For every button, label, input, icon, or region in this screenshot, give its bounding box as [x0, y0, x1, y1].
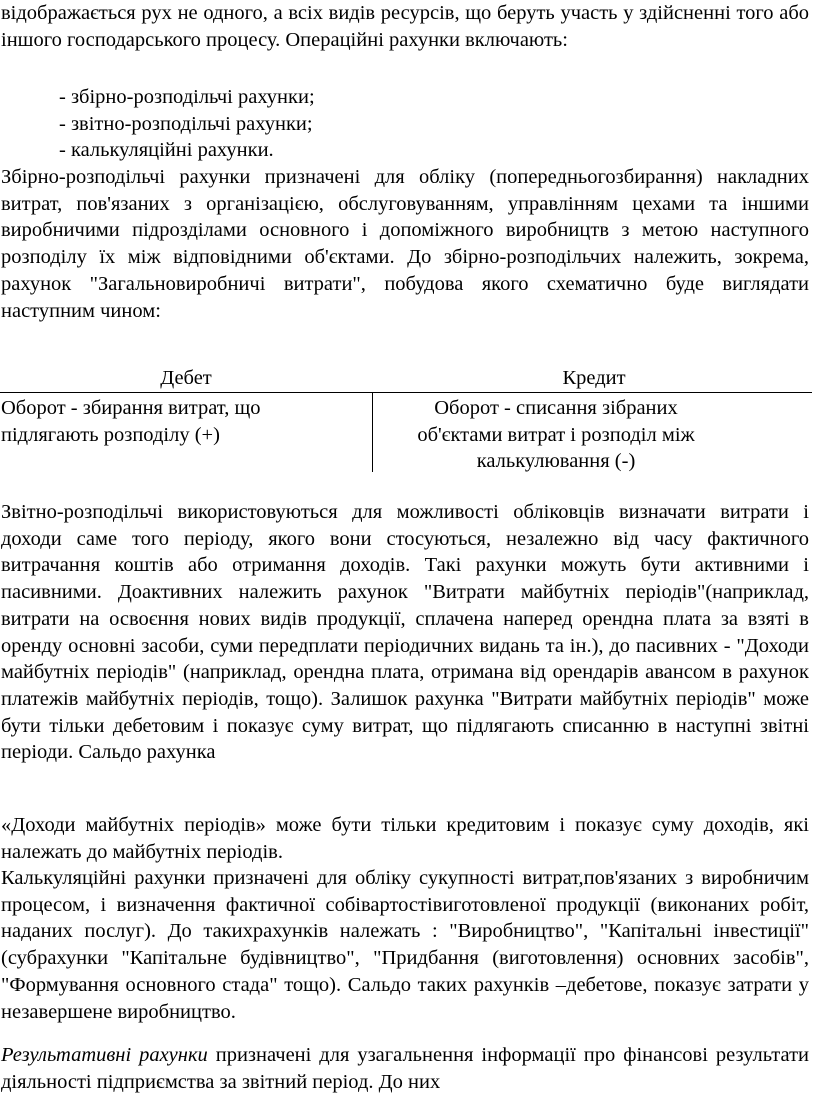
- report-distribute-paragraph-2: «Доходи майбутніх періодів» може бути тільки кредитовим і показує суму доходів, які належать до майбутніх періодів.: [1, 814, 809, 863]
- collect-distribute-paragraph: Збірно-розподільчі рахунки призначені для обліку (попередньогозбирання) накладних витрат, пов'язаних з організацією, обслуговуванням, управлінням цехами та іншими виробничими підрозділами основного і допоміжного виробництв з метою наступного розподілу їх між відповідними об'єктами. До збірно-розподільчих належить, зокрема, рахунок "Загальновиробничі витрати", побудова якого схематично буде виглядати наступним чином:: [1, 166, 809, 322]
- list-item: - звітно-розподільчі рахунки;: [59, 112, 313, 135]
- result-term: Результативні рахунки: [1, 1044, 208, 1066]
- debit-header: Дебет: [160, 367, 212, 389]
- costing-paragraph: Калькуляційні рахунки призначені для обліку сукупності витрат,пов'язаних з виробничим процесом, і визначення фактичної собівартостівиготовленої продукції (виконаних робіт, наданих послуг). До такихрахунків належать : "Виробництво", "Капітальні інвестиції" (субрахунки "Капітальне будівництво", "Придбання (виготовлення) основних засобів", "Формування основного стада" тощо). Сальдо таких рахунків –дебетове, показує затрати у незавершене виробництво.: [1, 867, 809, 1023]
- credit-header: Кредит: [562, 367, 626, 389]
- credit-line: калькулювання (-): [476, 450, 636, 473]
- result-text: призначені для узагальнення інформації про фінансові результати діяльності підприємства за звітний період. До них: [1, 1044, 809, 1093]
- debit-side-text: Оборот - збирання витрат, що підлягають розподілу (+): [1, 397, 261, 446]
- t-account-horizontal-line: [0, 392, 812, 393]
- report-distribute-paragraph: Звітно-розподільчі використовуються для можливості обліковців визначати витрати і доходи саме того періоду, якого вони стосуються, незалежно від часу фактичного витрачання коштів або отримання доходів. Такі рахунки можуть бути активними і пасивними. Доактивних належить рахунок "Витрати майбутніх періодів"(наприклад, витрати на освоєння нових видів продукції, сплачена наперед орендна плата за взяті в оренду основні засоби, суми передплати періодичних видань та ін.), до пасивних - "Доходи майбутніх періодів" (наприклад, орендна плата, отримана від орендарів авансом в рахунок платежів майбутніх періодів, тощо). Залишок рахунка "Витрати майбутніх періодів" може бути тільки дебетовим і показує суму витрат, що підлягають списанню в наступні звітні періоди. Сальдо рахунка: [1, 501, 809, 764]
- t-account-diagram: [0, 365, 812, 475]
- result-paragraph: [1, 1042, 809, 1095]
- credit-side-text: [375, 395, 737, 475]
- list-item: - калькуляційні рахунки.: [59, 139, 274, 162]
- credit-line: об'єктами витрат і розподіл між: [417, 423, 695, 446]
- list-item: - збірно-розподільчі рахунки;: [59, 86, 315, 108]
- operational-accounts-list: [59, 84, 315, 164]
- credit-line: Оборот - списання зібраних: [434, 397, 678, 419]
- intro-paragraph: відображається рух не одного, а всіх видів ресурсів, що беруть участь у здійсненні того або іншого господарського процесу. Операційні рахунки включають:: [1, 2, 809, 51]
- t-account-vertical-line: [372, 392, 373, 472]
